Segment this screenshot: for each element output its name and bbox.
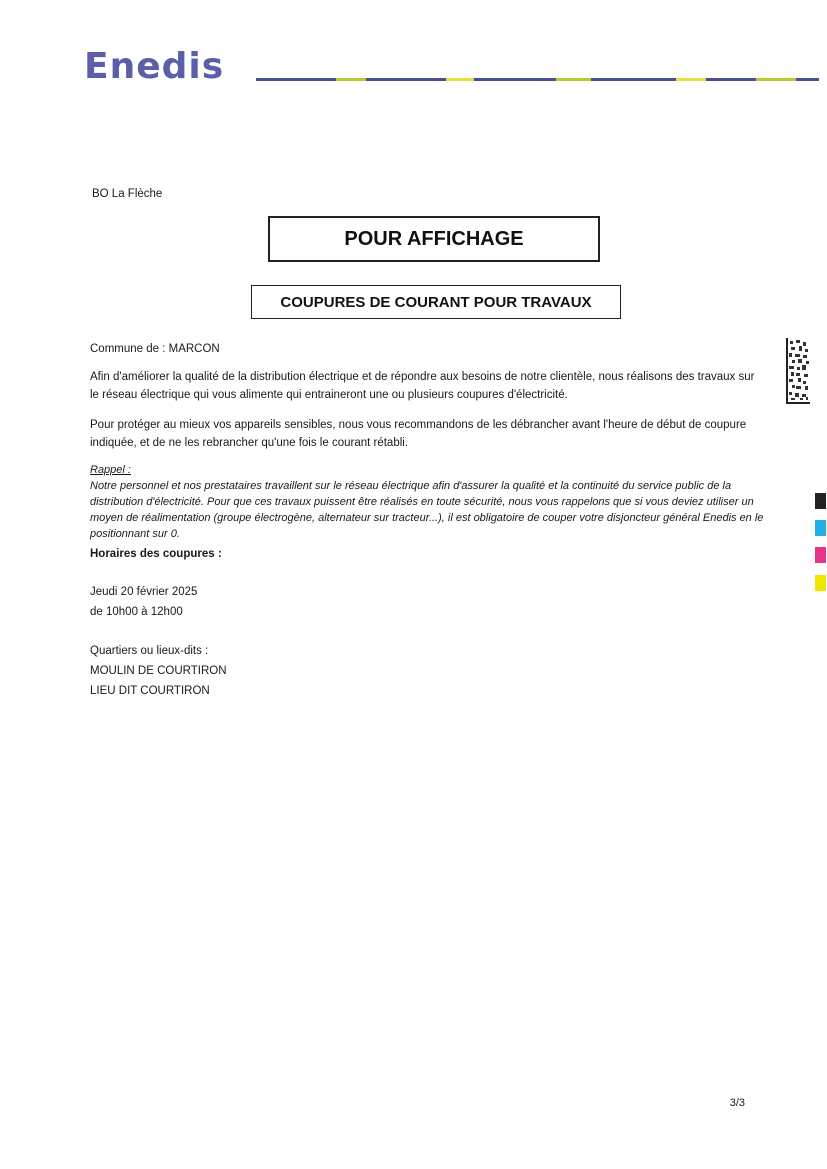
title-box	[268, 216, 600, 262]
rappel-text: Notre personnel et nos prestataires travaillent sur le réseau électrique afin d'assurer la qualité et la continuité du service public de la distribution d'électricité. Pour que ces travaux puissent être réalisés en toute sécurité, nous vous rappelons que si vous deviez utiliser un moyen de réalimentation (groupe électrogène, alternateur sur tracteur...), il est obligatoire de couper votre disjoncteur général Enedis en le positionnant sur 0.	[90, 480, 764, 540]
datamatrix-icon	[786, 338, 810, 404]
advice-paragraph: Pour protéger au mieux vos appareils sensibles, nous vous recommandons de les débrancher avant l'heure de début de coupure indiquée, et de ne les rebrancher qu'une fois le courant rétabli.	[90, 419, 747, 449]
header-decorative-line	[256, 78, 819, 81]
lieu-item: LIEU DIT COURTIRON	[90, 685, 210, 697]
rappel-block	[90, 462, 770, 542]
horaires-title: Horaires des coupures :	[90, 548, 222, 560]
enedis-logo: Enedis	[84, 46, 225, 87]
page-subtitle: COUPURES DE COURANT POUR TRAVAUX	[280, 293, 592, 311]
print-mark-magenta	[815, 547, 826, 563]
outage-hours: de 10h00 à 12h00	[90, 606, 183, 618]
outage-date: Jeudi 20 février 2025	[90, 586, 198, 598]
lieu-item: MOULIN DE COURTIRON	[90, 665, 227, 677]
quartiers-label: Quartiers ou lieux-dits :	[90, 645, 209, 657]
sender-office: BO La Flèche	[92, 188, 163, 200]
page-number: 3/3	[729, 1097, 745, 1109]
subtitle-box	[251, 285, 621, 319]
rappel-title: Rappel :	[90, 464, 131, 476]
page-title: POUR AFFICHAGE	[344, 227, 524, 250]
print-mark-yellow	[815, 575, 826, 591]
intro-paragraph: Afin d'améliorer la qualité de la distribution électrique et de répondre aux besoins de notre clientèle, nous réalisons des travaux sur le réseau électrique qui vous alimente qui entraineront une ou plusieurs coupures d'électricité.	[90, 371, 755, 401]
commune-line: Commune de : MARCON	[90, 343, 220, 355]
print-mark-black	[815, 493, 826, 509]
print-mark-cyan	[815, 520, 826, 536]
